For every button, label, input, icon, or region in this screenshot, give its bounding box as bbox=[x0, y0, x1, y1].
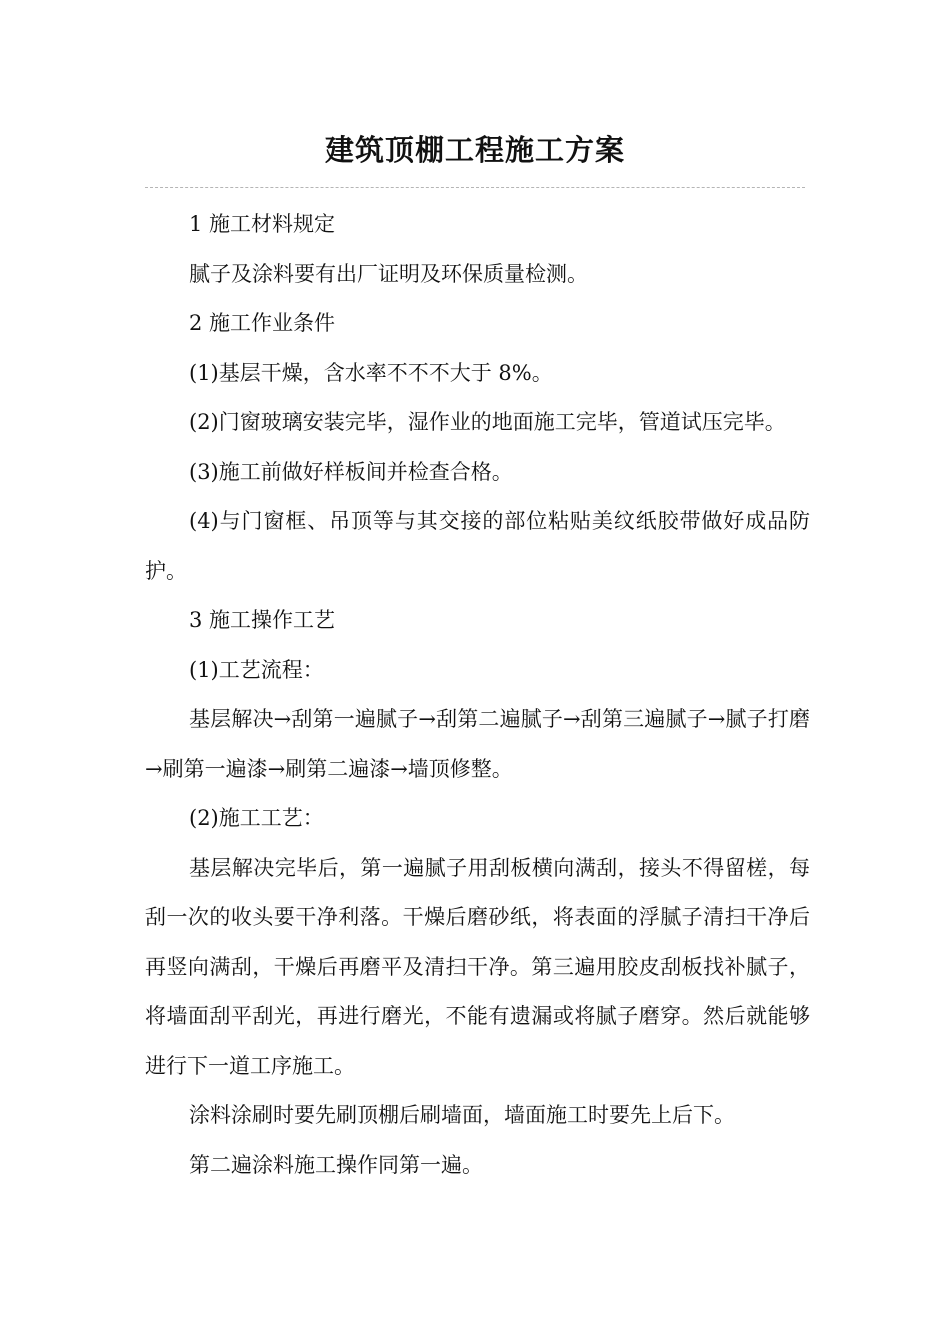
document-title: 建筑顶棚工程施工方案 bbox=[324, 133, 625, 167]
paragraph-workflow: 基层解决→刮第一遍腻子→刮第二遍腻子→刮第三遍腻子→腻子打磨→刷第一遍漆→刷第二遍漆→墙顶修整。 bbox=[145, 707, 810, 781]
paragraph-technique: 基层解决完毕后，第一遍腻子用刮板横向满刮，接头不得留槎，每刮一次的收头要干净利落。干燥后磨砂纸，将表面的浮腻子清扫干净后再竖向满刮，干燥后再磨平及清扫干净。第三遍用胶皮刮板找补腻子，将墙面刮平刮光，再进行磨光，不能有遗漏或将腻子磨穿。然后就能够进行下一道工序施工。 bbox=[145, 855, 810, 1078]
paragraph-materials: 腻子及涂料要有出厂证明及环保质量检测。 bbox=[189, 261, 588, 286]
paragraph-second-coat: 第二遍涂料施工操作同第一遍。 bbox=[189, 1152, 483, 1177]
paragraph-coating-order: 涂料涂刷时要先刷顶棚后刷墙面，墙面施工时要先上后下。 bbox=[189, 1103, 735, 1127]
section-heading-conditions: 2 施工作业条件 bbox=[189, 311, 336, 335]
section-heading-process: 3 施工操作工艺 bbox=[189, 608, 336, 632]
subheading-technique: (2)施工工艺： bbox=[189, 806, 324, 830]
subheading-workflow: (1)工艺流程： bbox=[189, 657, 324, 682]
section-heading-materials: 1 施工材料规定 bbox=[189, 212, 336, 236]
condition-item-2: (2)门窗玻璃安装完毕，湿作业的地面施工完毕，管道试压完毕。 bbox=[189, 410, 786, 434]
document-body bbox=[145, 200, 810, 1190]
condition-item-1: (1)基层干燥，含水率不不不大于 8%。 bbox=[189, 360, 553, 385]
title-divider bbox=[145, 187, 805, 188]
condition-item-4: (4)与门窗框、吊顶等与其交接的部位粘贴美纹纸胶带做好成品防护。 bbox=[145, 509, 810, 583]
condition-item-3: (3)施工前做好样板间并检查合格。 bbox=[189, 459, 513, 484]
